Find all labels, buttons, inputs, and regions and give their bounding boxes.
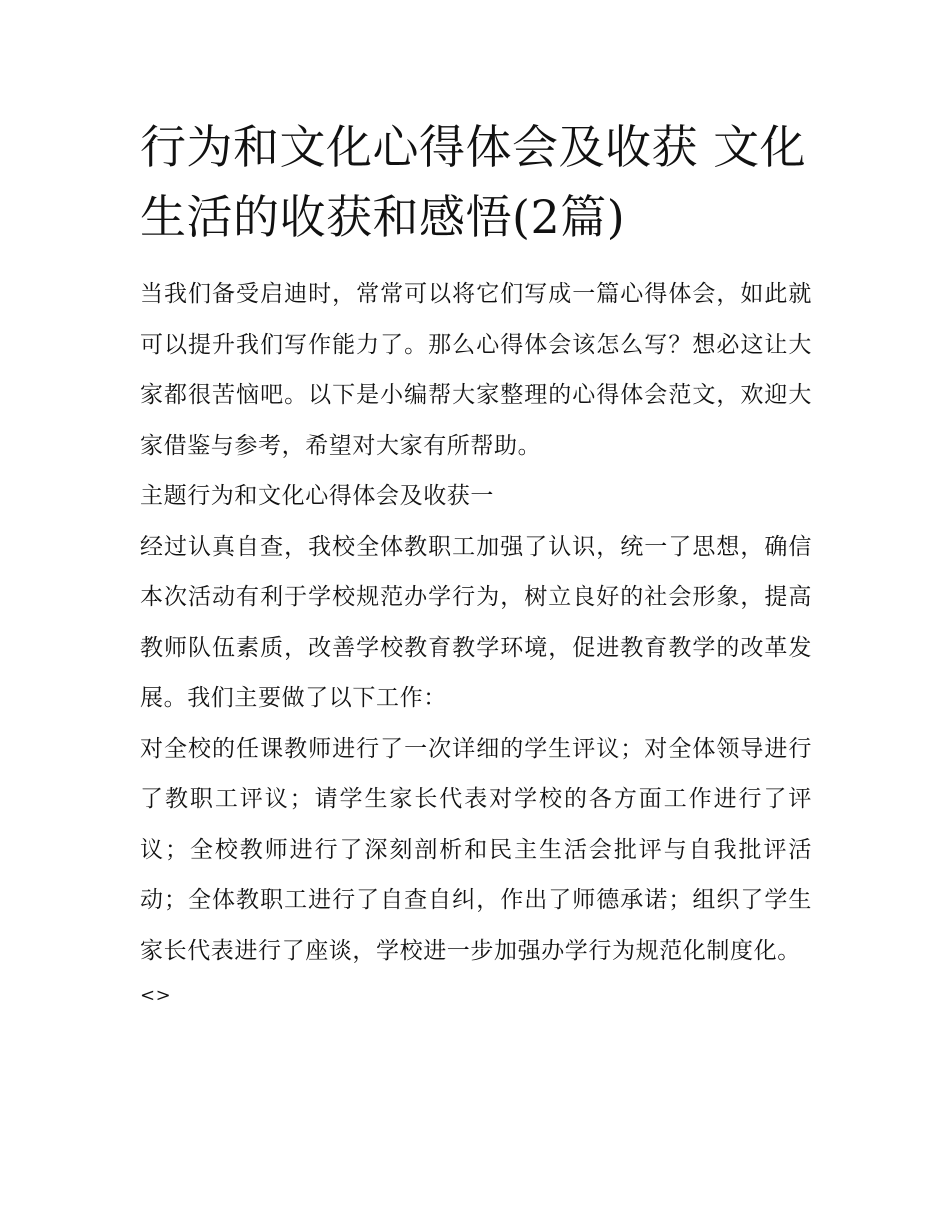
document-title: 行为和文化心得体会及收获 文化生活的收获和感悟(2篇)	[140, 120, 807, 244]
intro-paragraph: 当我们备受启迪时，常常可以将它们写成一篇心得体会，如此就可以提升我们写作能力了。那么心得体会该怎么写？想必这让大家都很苦恼吧。以下是小编帮大家整理的心得体会范文，欢迎大家借鉴与参考，希望对大家有所帮助。	[140, 281, 812, 459]
section-heading: 主题行为和文化心得体会及收获一	[140, 483, 494, 509]
end-mark: <>	[140, 985, 172, 1006]
body-paragraph-1: 经过认真自查，我校全体教职工加强了认识，统一了思想，确信本次活动有利于学校规范办学行为，树立良好的社会形象，提高教师队伍素质，改善学校教育教学环境，促进教育教学的改革发展。我们主要做了以下工作：	[140, 533, 812, 711]
body-paragraph-2: 对全校的任课教师进行了一次详细的学生评议；对全体领导进行了教职工评议；请学生家长代表对学校的各方面工作进行了评议；全校教师进行了深刻剖析和民主生活会批评与自我批评活动；全体教职工进行了自查自纠，作出了师德承诺；组织了学生家长代表进行了座谈，学校进一步加强办学行为规范化制度化。	[140, 735, 812, 964]
document-page	[140, 112, 812, 1016]
